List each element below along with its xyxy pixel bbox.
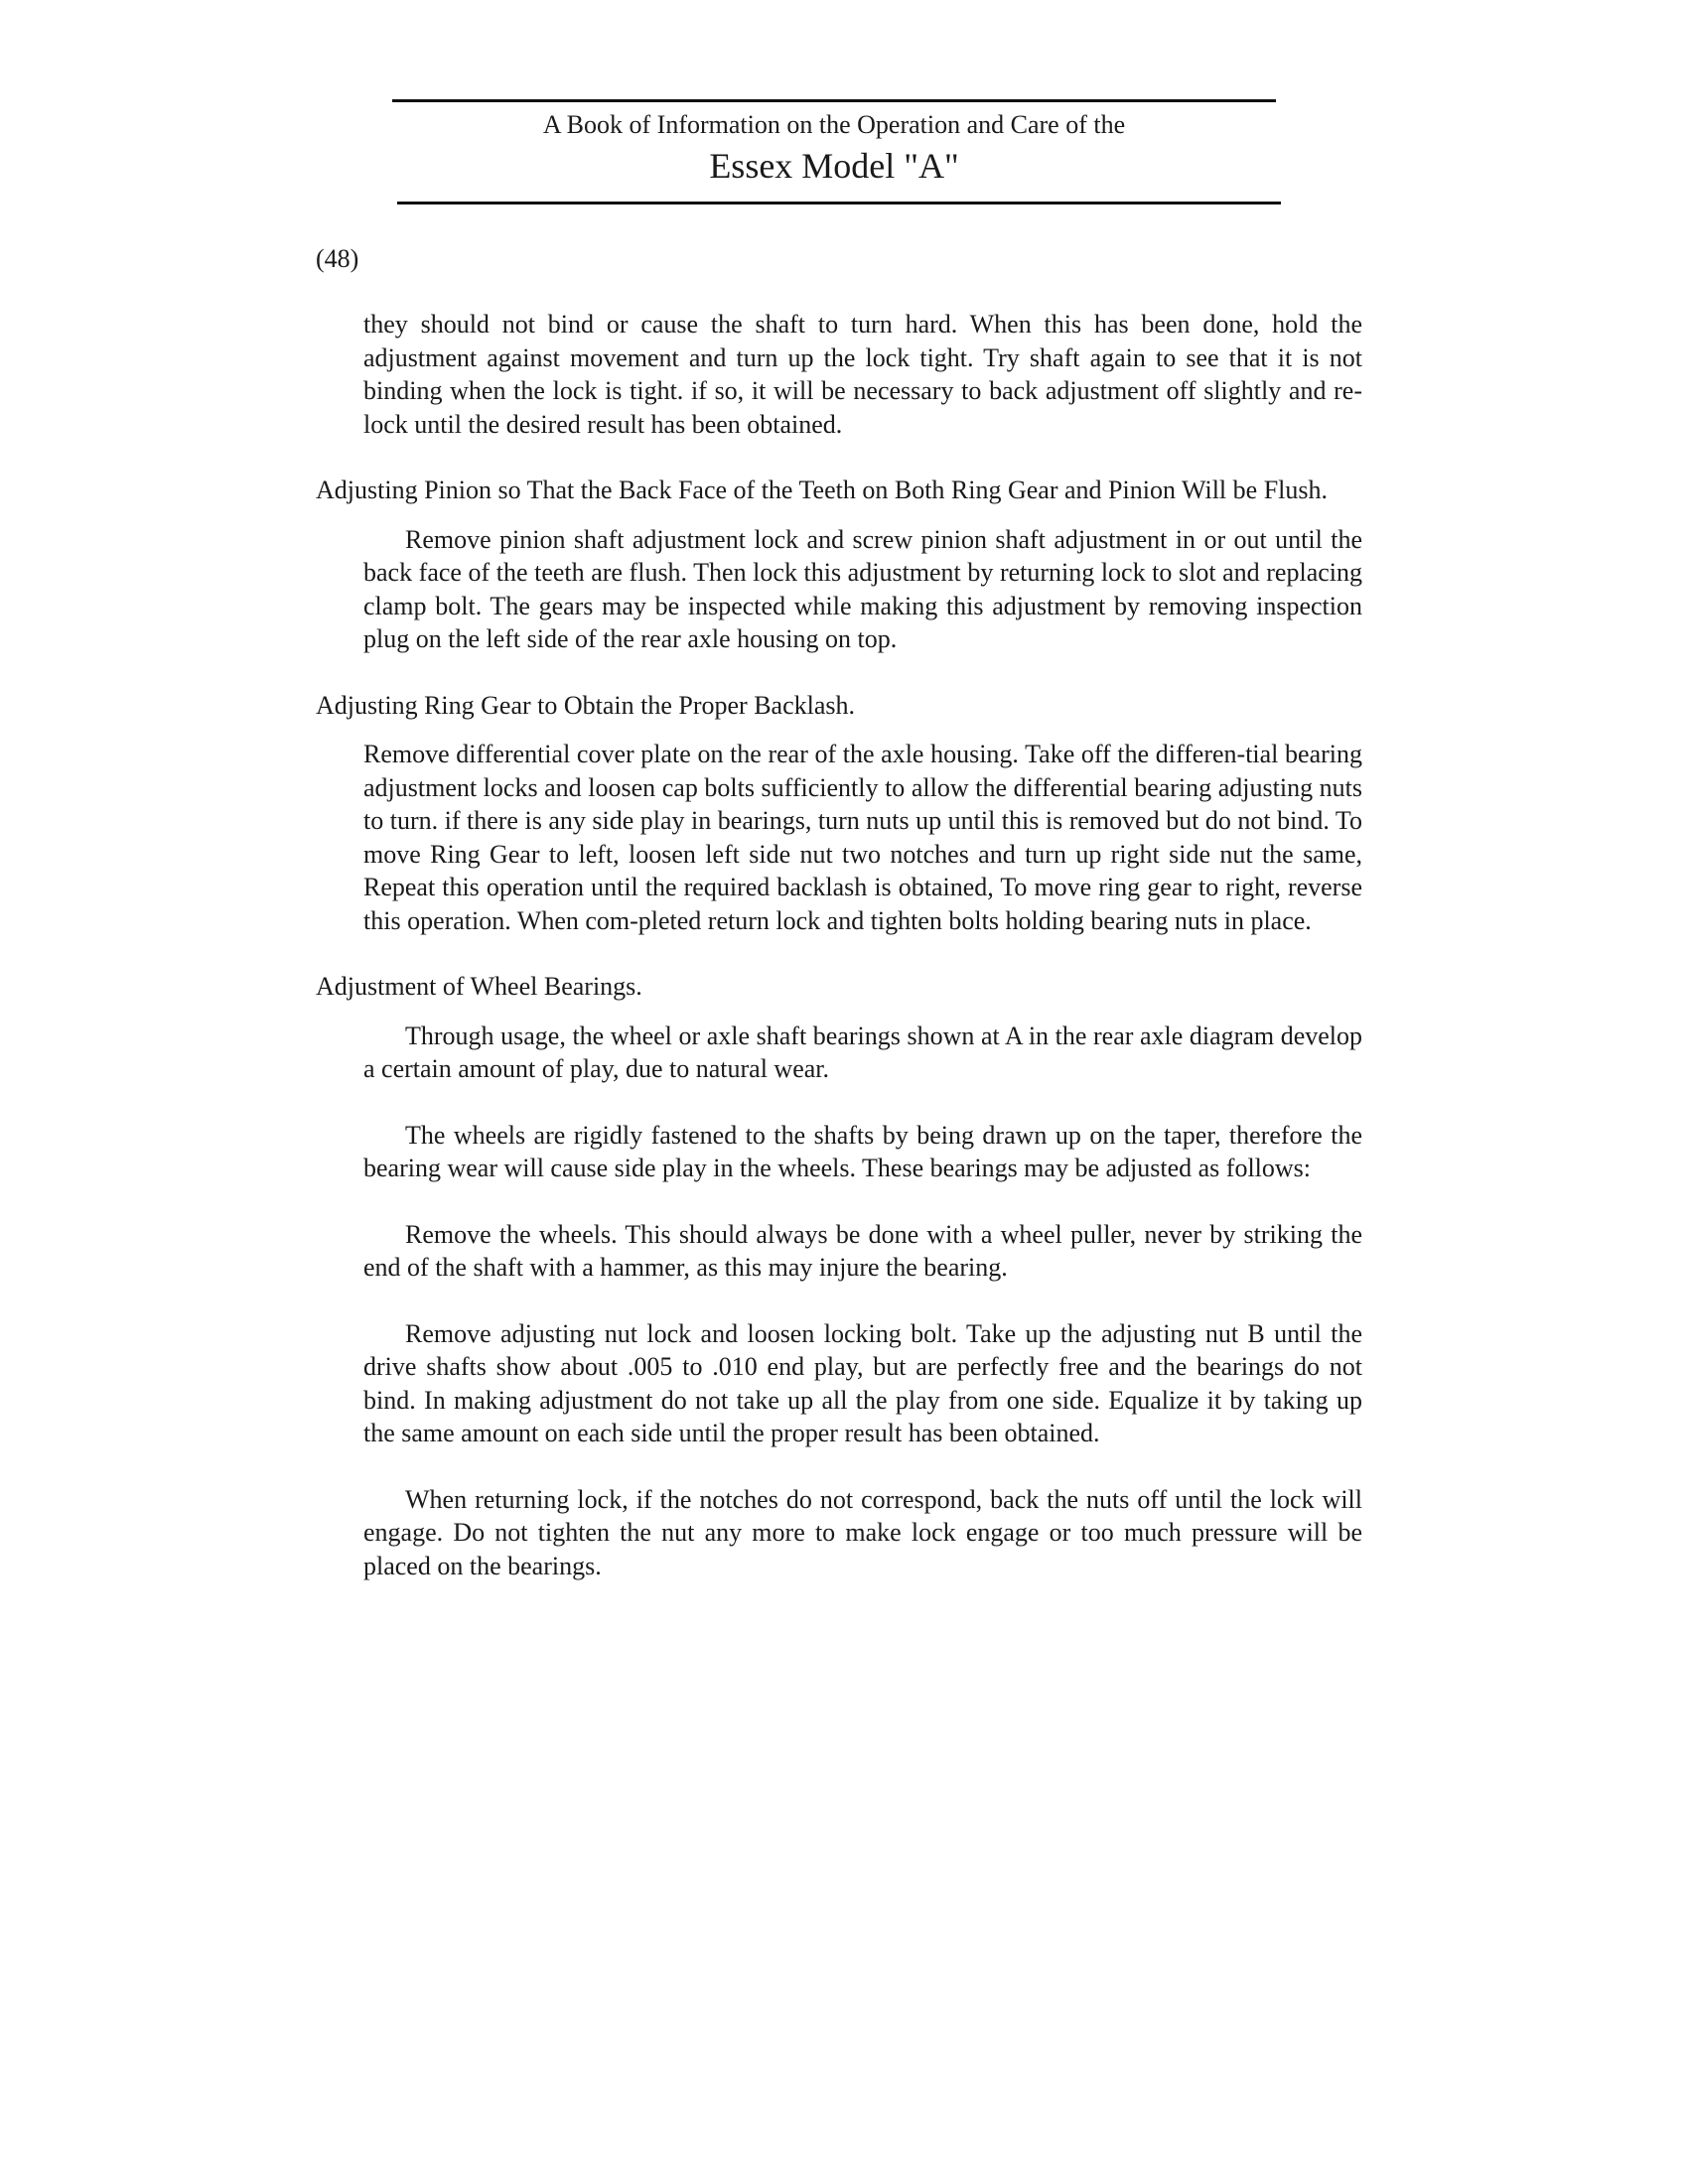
section-heading-wheel-bearings: Adjustment of Wheel Bearings. xyxy=(316,972,642,1001)
paragraph-pinion: Remove pinion shaft adjustment lock and screw pinion shaft adjustment in or out until the back face of the teeth are flush. Then lock this adjustment by returning lock to slot and replacing clamp bolt. The gears may be inspected while making this adjustment by removing inspection plug on the left side of the rear axle housing on top. xyxy=(363,524,1362,653)
header-title: Essex Model "A" xyxy=(709,146,959,186)
paragraph-continuation: they should not bind or cause the shaft to turn hard. When this has been done, hold the adjustment against movement and turn up the lock tight. Try shaft again to see that it is not binding when the lock is tight. if so, it will be necessary to back adjustment off slightly and re-lock until the desired result has been obtained. xyxy=(363,310,1362,439)
page-number: (48) xyxy=(316,244,359,273)
header-bottom-rule xyxy=(397,202,1281,205)
paragraph-wheel-bearings-3: Remove the wheels. This should always be done with a wheel puller, never by striking the end of the shaft with a hammer, as this may injure the bearing. xyxy=(363,1219,1362,1282)
paragraph-wheel-bearings-4: Remove adjusting nut lock and loosen locking bolt. Take up the adjusting nut B until the drive shafts show about .005 to .010 end play, but are perfectly free and the bearings do not bind. In making adjustment do not take up all the play from one side. Equalize it by taking up the same amount on each side until the proper result has been obtained. xyxy=(363,1318,1362,1447)
paragraph-wheel-bearings-2: The wheels are rigidly fastened to the shafts by being drawn up on the taper, therefore the bearing wear will cause side play in the wheels. These bearings may be adjusted as follows: xyxy=(363,1120,1362,1182)
header-top-rule xyxy=(392,99,1276,102)
paragraph-wheel-bearings-1: Through usage, the wheel or axle shaft bearings shown at A in the rear axle diagram develop a certain amount of play, due to natural wear. xyxy=(363,1021,1362,1083)
section-heading-pinion: Adjusting Pinion so That the Back Face of the Teeth on Both Ring Gear and Pinion Will be Flush. xyxy=(316,476,1328,504)
header-subtitle: A Book of Information on the Operation and Care of the xyxy=(542,110,1126,139)
page-header xyxy=(397,99,1271,205)
page-body xyxy=(316,308,1362,1582)
paragraph-wheel-bearings-5: When returning lock, if the notches do not correspond, back the nuts off until the lock will engage. Do not tighten the nut any more to make lock engage or too much pressure will be placed on the bearings. xyxy=(363,1484,1362,1580)
paragraph-ring-gear: Remove differential cover plate on the rear of the axle housing. Take off the differen-tial bearing adjustment locks and loosen cap bolts sufficiently to allow the differential bearing adjusting nuts to turn. if there is any side play in bearings, turn nuts up until this is removed but do not bind. To move Ring Gear to left, loosen left side nut two notches and turn up right side nut the same, Repeat this operation until the required backlash is obtained, To move ring gear to right, reverse this operation. When com-pleted return lock and tighten bolts holding bearing nuts in place. xyxy=(363,740,1362,935)
section-heading-ring-gear: Adjusting Ring Gear to Obtain the Proper Backlash. xyxy=(316,690,856,720)
